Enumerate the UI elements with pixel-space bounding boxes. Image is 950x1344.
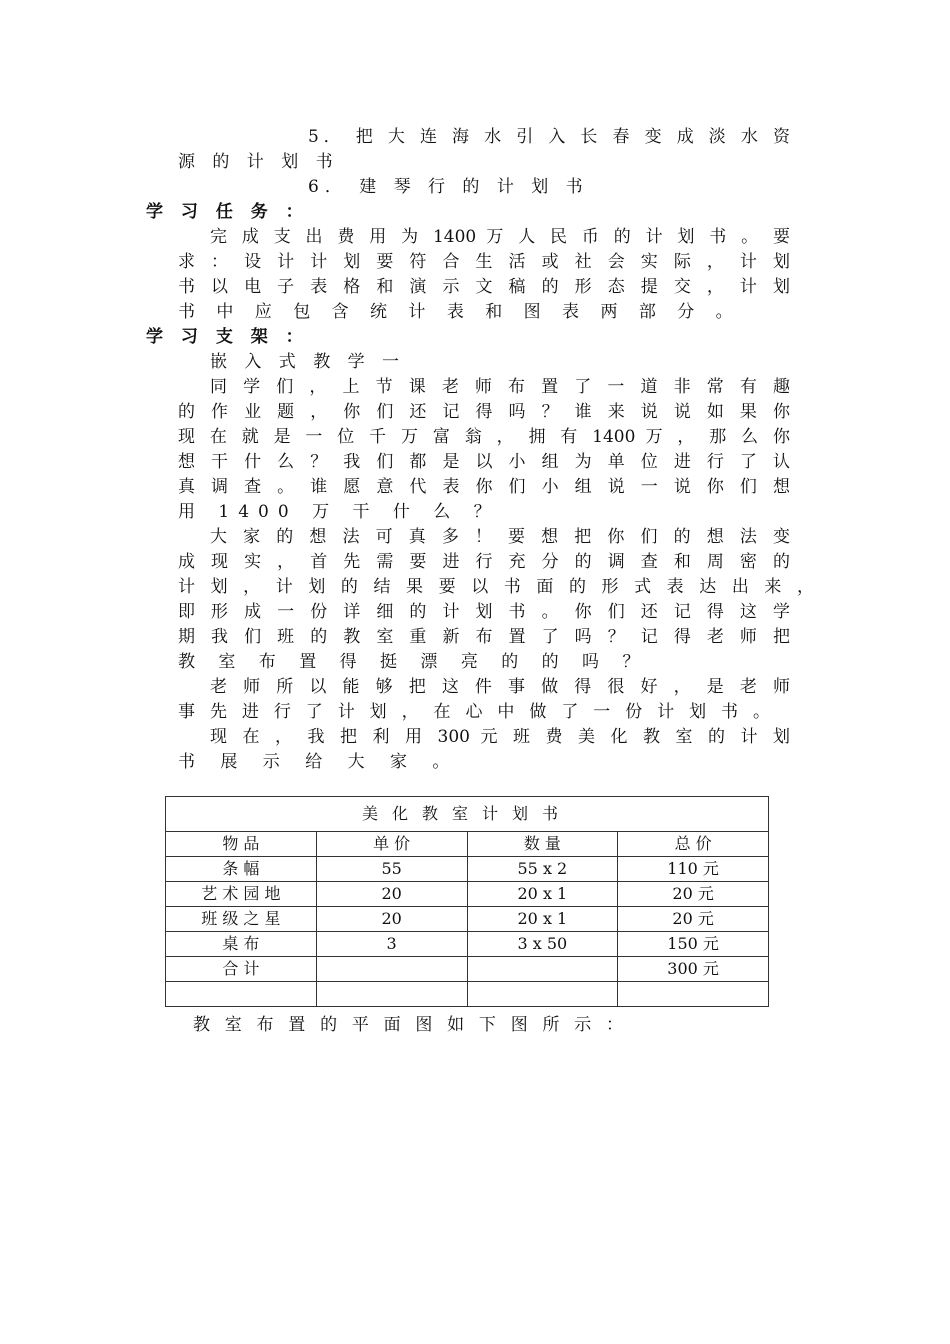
para1-line: 同 学 们 ， 上 节 课 老 师 布 置 了 一 道 非 常 有 趣 — [210, 377, 790, 397]
cell-item: 桌 布 — [166, 932, 317, 957]
para2-line: 期 我 们 班 的 教 室 重 新 布 置 了 吗 ？ 记 得 老 师 把 — [178, 627, 790, 647]
para2-line: 教 室 布 置 得 挺 漂 亮 的 的 吗 ？ — [178, 652, 649, 672]
cell-quantity: 20 x 1 — [467, 907, 618, 932]
para4-line: 现 在 ， 我 把 利 用 300 元 班 费 美 化 教 室 的 计 划 — [210, 727, 790, 747]
para3-line: 事 先 进 行 了 计 划 ， 在 心 中 做 了 一 份 计 划 书 。 — [178, 702, 770, 722]
para1-line: 真 调 查 。 谁 愿 意 代 表 你 们 小 组 说 一 说 你 们 想 — [178, 477, 790, 497]
para1-line: 想 干 什 么 ？ 我 们 都 是 以 小 组 为 单 位 进 行 了 认 — [178, 452, 790, 472]
header-quantity: 数 量 — [467, 832, 618, 857]
para1-line: 的 作 业 题 ， 你 们 还 记 得 吗 ？ 谁 来 说 说 如 果 你 — [178, 402, 790, 422]
cell-item: 班 级 之 星 — [166, 907, 317, 932]
para4-line: 书 展 示 给 大 家 。 — [178, 752, 460, 772]
cell-unit-price — [316, 957, 467, 982]
task-heading: 学 习 任 务 ： — [146, 202, 309, 222]
cell-total: 300 元 — [618, 957, 769, 982]
table-row — [166, 932, 769, 957]
task-line: 求 ： 设 计 计 划 要 符 合 生 活 或 社 会 实 际 ， 计 划 — [178, 252, 790, 272]
cell-quantity — [467, 957, 618, 982]
para2-line: 即 形 成 一 份 详 细 的 计 划 书 。 你 们 还 记 得 这 学 — [178, 602, 790, 622]
table-row — [166, 882, 769, 907]
cell-quantity: 20 x 1 — [467, 882, 618, 907]
header-unit-price: 单 价 — [316, 832, 467, 857]
floor-plan-caption: 教 室 布 置 的 平 面 图 如 下 图 所 示 ： — [193, 1015, 623, 1035]
cell-item: 条 幅 — [166, 857, 317, 882]
task-line: 书 中 应 包 含 统 计 表 和 图 表 两 部 分 。 — [178, 302, 741, 322]
table-row-total — [166, 957, 769, 982]
table-header-row — [166, 832, 769, 857]
header-item: 物 品 — [166, 832, 317, 857]
para1-line: 现 在 就 是 一 位 千 万 富 翁 ， 拥 有 1400 万 ， 那 么 你 — [178, 427, 791, 447]
cell-total: 110 元 — [618, 857, 769, 882]
scaffold-subheading: 嵌 入 式 教 学 一 — [210, 352, 406, 372]
cell-unit-price: 20 — [316, 907, 467, 932]
task-line: 书 以 电 子 表 格 和 演 示 文 稿 的 形 态 提 交 ， 计 划 — [178, 277, 790, 297]
cell-quantity — [467, 982, 618, 1007]
cell-total: 150 元 — [618, 932, 769, 957]
cell-unit-price: 20 — [316, 882, 467, 907]
cell-unit-price — [316, 982, 467, 1007]
cell-total: 20 元 — [618, 882, 769, 907]
cell-total — [618, 982, 769, 1007]
cell-quantity: 55 x 2 — [467, 857, 618, 882]
para2-line: 计 划 ， 计 划 的 结 果 要 以 书 面 的 形 式 表 达 出 来 ， — [178, 577, 814, 597]
item-6-line: 6． 建 琴 行 的 计 划 书 — [308, 177, 589, 197]
cell-unit-price: 3 — [316, 932, 467, 957]
table-row-empty — [166, 982, 769, 1007]
para3-line: 老 师 所 以 能 够 把 这 件 事 做 得 很 好 ， 是 老 师 — [210, 677, 790, 697]
item-5-line-1: 5． 把 大 连 海 水 引 入 长 春 变 成 淡 水 资 — [308, 127, 790, 147]
para1-line: 用 1400 万 干 什 么 ？ — [178, 502, 500, 522]
para2-line: 大 家 的 想 法 可 真 多 ！ 要 想 把 你 们 的 想 法 变 — [210, 527, 790, 547]
cell-unit-price: 55 — [316, 857, 467, 882]
header-total-price: 总 价 — [618, 832, 769, 857]
classroom-plan-table — [165, 796, 769, 1007]
table-title: 美化教室计划书 — [166, 797, 769, 832]
cell-item — [166, 982, 317, 1007]
cell-item: 艺 术 园 地 — [166, 882, 317, 907]
para2-line: 成 现 实 ， 首 先 需 要 进 行 充 分 的 调 查 和 周 密 的 — [178, 552, 790, 572]
item-5-line-2: 源 的 计 划 书 — [178, 152, 339, 172]
table-row — [166, 907, 769, 932]
scaffold-heading: 学 习 支 架 ： — [146, 327, 309, 347]
cell-total: 20 元 — [618, 907, 769, 932]
cell-item: 合 计 — [166, 957, 317, 982]
task-line: 完 成 支 出 费 用 为 1400 万 人 民 币 的 计 划 书 。 要 — [210, 227, 790, 247]
table-row — [166, 857, 769, 882]
cell-quantity: 3 x 50 — [467, 932, 618, 957]
